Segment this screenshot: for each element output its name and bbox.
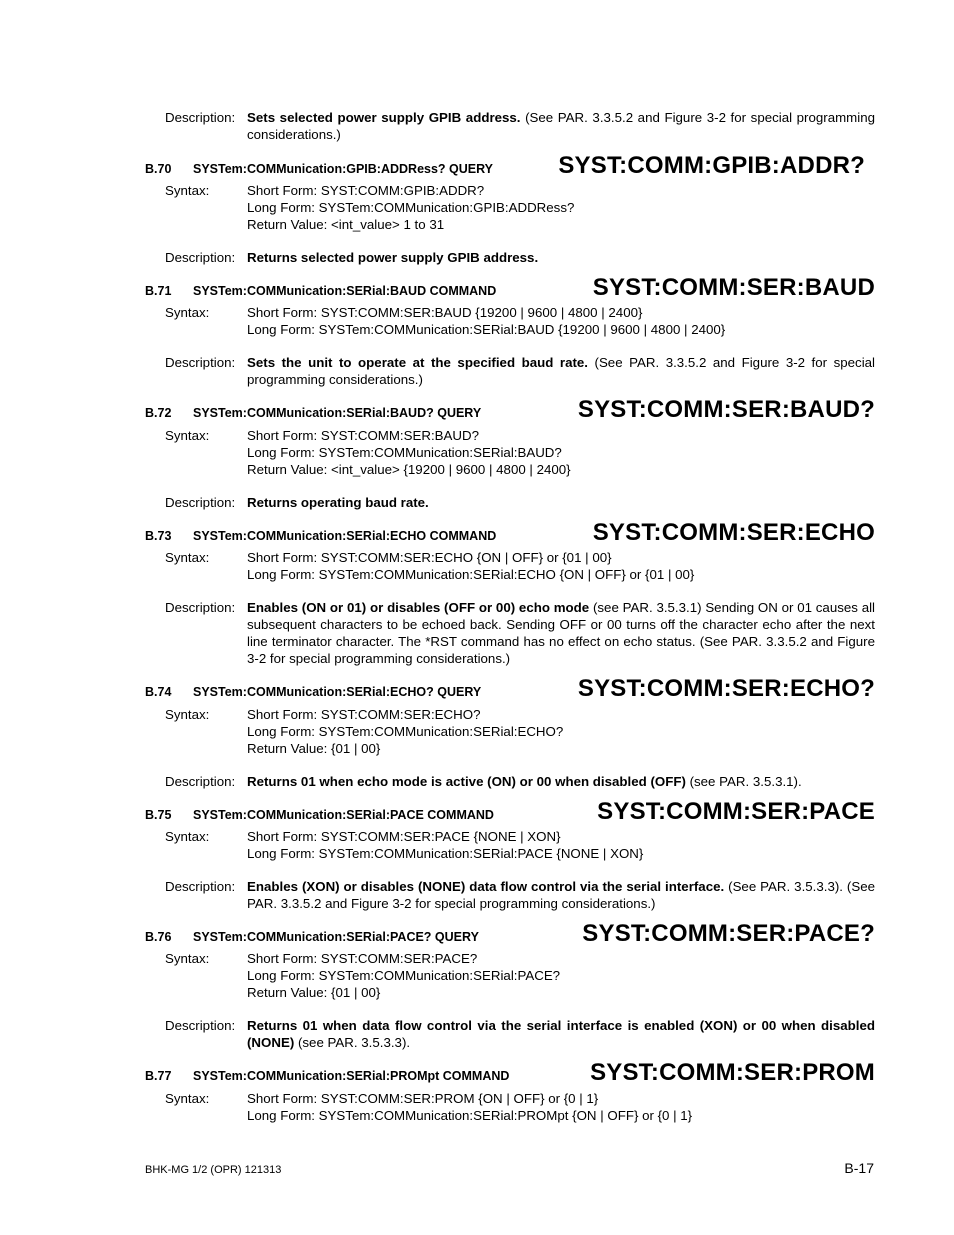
syntax-line: Long Form: SYSTem:COMMunication:SERial:BAUD? [247,445,562,460]
description-label: Description: [165,355,236,370]
description-bold: Returns selected power supply GPIB address. [247,250,539,265]
description-block-b73 [165,599,875,667]
description-label: Description: [165,600,236,615]
section-number: B.72 [145,406,172,420]
description-text: (See PAR. 3.5.3.3). (See PAR. 3.3.5.2 and Figure 3-2 for special programming considerations.) [247,879,875,911]
description-bold: Returns 01 when echo mode is active (ON) or 00 when disabled (OFF) [247,774,686,789]
description-block-b70 [165,249,875,266]
section-number: B.74 [145,685,172,699]
syntax-label: Syntax: [165,1091,210,1106]
description-label: Description: [165,110,236,125]
description-bold: Sets selected power supply GPIB address. [247,110,521,125]
section-number: B.73 [145,529,172,543]
syntax-label: Syntax: [165,951,210,966]
description-text: (see PAR. 3.5.3.1). [685,774,802,789]
syntax-block-b70 [165,182,875,233]
description-block-b76 [165,1017,875,1051]
section-command-heading: SYST:COMM:SER:PACE [597,798,875,825]
syntax-line: Short Form: SYST:COMM:GPIB:ADDR? [247,183,485,198]
section-number: B.70 [145,162,172,176]
syntax-block-b75 [165,828,875,862]
section-command-heading: SYST:COMM:GPIB:ADDR? [558,152,865,179]
description-bold: Enables (XON) or disables (NONE) data flow control via the serial interface. [247,879,725,894]
section-number: B.71 [145,284,172,298]
section-number: B.77 [145,1069,172,1083]
section-header-b76 [145,918,875,948]
description-bold: Returns 01 when data flow control via the serial interface is enabled (XON) or 00 when disabled (NONE) [247,1018,875,1050]
description-text: (see PAR. 3.5.3.1) Sending ON or 01 causes all subsequent characters to be echoed back. Sending OFF or 00 turns off the character echo after the next line terminator character. The *RST command has no effect on echo status. (See PAR. 3.3.5.2 and Figure 3-2 for special programming considerations.) [247,600,875,666]
section-number: B.76 [145,930,172,944]
syntax-line: Return Value: <int_value> {19200 | 9600 | 4800 | 2400} [247,462,571,477]
syntax-label: Syntax: [165,707,210,722]
syntax-block-b73 [165,549,875,583]
section-header-b74 [145,673,875,703]
syntax-line: Short Form: SYST:COMM:SER:PACE? [247,951,478,966]
syntax-line: Long Form: SYSTem:COMMunication:SERial:ECHO? [247,724,564,739]
syntax-line: Short Form: SYST:COMM:SER:ECHO? [247,707,481,722]
section-command-heading: SYST:COMM:SER:BAUD [592,274,875,301]
syntax-block-b71 [165,304,875,338]
description-label: Description: [165,1018,236,1033]
section-title: SYSTem:COMMunication:SERial:PACE COMMAND [193,808,494,822]
syntax-label: Syntax: [165,550,210,565]
description-label: Description: [165,774,236,789]
syntax-line: Short Form: SYST:COMM:SER:BAUD? [247,428,480,443]
syntax-block-b72 [165,427,875,478]
footer-page-number: B-17 [844,1160,874,1176]
section-title: SYSTem:COMMunication:GPIB:ADDRess? QUERY [193,162,494,176]
description-block-b72 [165,494,875,511]
syntax-line: Return Value: {01 | 00} [247,985,381,1000]
description-label: Description: [165,879,236,894]
description-block-b74 [165,773,875,790]
syntax-line: Long Form: SYSTem:COMMunication:SERial:BAUD {19200 | 9600 | 4800 | 2400} [247,322,726,337]
footer-document-id: BHK-MG 1/2 (OPR) 121313 [145,1164,282,1176]
section-header-b71 [145,272,875,302]
description-text: (see PAR. 3.5.3.3). [294,1035,411,1050]
description-block-b71 [165,354,875,388]
section-header-b73 [145,517,875,547]
syntax-block-b76 [165,950,875,1001]
section-command-heading: SYST:COMM:SER:PROM [590,1059,875,1086]
description-bold: Enables (ON or 01) or disables (OFF or 00) echo mode [247,600,590,615]
syntax-label: Syntax: [165,428,210,443]
description-label: Description: [165,250,236,265]
syntax-line: Long Form: SYSTem:COMMunication:SERial:ECHO {ON | OFF} or {01 | 00} [247,567,695,582]
syntax-label: Syntax: [165,305,210,320]
description-bold: Returns operating baud rate. [247,495,429,510]
description-bold: Sets the unit to operate at the specified baud rate. [247,355,588,370]
syntax-line: Short Form: SYST:COMM:SER:BAUD {19200 | 9600 | 4800 | 2400} [247,305,643,320]
syntax-label: Syntax: [165,829,210,844]
section-title: SYSTem:COMMunication:SERial:ECHO COMMAND [193,529,497,543]
syntax-line: Long Form: SYSTem:COMMunication:GPIB:ADDRess? [247,200,575,215]
description-block-b75 [165,878,875,912]
intro-description [165,109,875,143]
section-command-heading: SYST:COMM:SER:PACE? [582,920,875,947]
section-header-b77 [145,1057,875,1087]
description-label: Description: [165,495,236,510]
section-header-b75 [145,796,875,826]
syntax-line: Return Value: {01 | 00} [247,741,381,756]
syntax-block-b74 [165,706,875,757]
description-text: (See PAR. 3.3.5.2 and Figure 3-2 for special programming considerations.) [247,110,875,142]
section-number: B.75 [145,808,172,822]
section-title: SYSTem:COMMunication:SERial:BAUD? QUERY [193,406,482,420]
syntax-line: Long Form: SYSTem:COMMunication:SERial:PROMpt {ON | OFF} or {0 | 1} [247,1108,693,1123]
syntax-block-b77 [165,1090,875,1124]
syntax-line: Long Form: SYSTem:COMMunication:SERial:PACE {NONE | XON} [247,846,644,861]
section-command-heading: SYST:COMM:SER:ECHO [592,519,875,546]
syntax-line: Short Form: SYST:COMM:SER:PACE {NONE | XON} [247,829,561,844]
syntax-line: Long Form: SYSTem:COMMunication:SERial:PACE? [247,968,561,983]
description-text: (See PAR. 3.3.5.2 and Figure 3-2 for special programming considerations.) [247,355,875,387]
syntax-line: Short Form: SYST:COMM:SER:PROM {ON | OFF} or {0 | 1} [247,1091,599,1106]
section-command-heading: SYST:COMM:SER:ECHO? [577,675,875,702]
syntax-label: Syntax: [165,183,210,198]
section-title: SYSTem:COMMunication:SERial:BAUD COMMAND [193,284,497,298]
section-header-b70 [145,150,875,180]
section-header-b72 [145,394,875,424]
syntax-line: Short Form: SYST:COMM:SER:ECHO {ON | OFF} or {01 | 00} [247,550,612,565]
section-title: SYSTem:COMMunication:SERial:PACE? QUERY [193,930,479,944]
section-title: SYSTem:COMMunication:SERial:PROMpt COMMAND [193,1069,510,1083]
syntax-line: Return Value: <int_value> 1 to 31 [247,217,445,232]
section-command-heading: SYST:COMM:SER:BAUD? [577,396,875,423]
section-title: SYSTem:COMMunication:SERial:ECHO? QUERY [193,685,482,699]
